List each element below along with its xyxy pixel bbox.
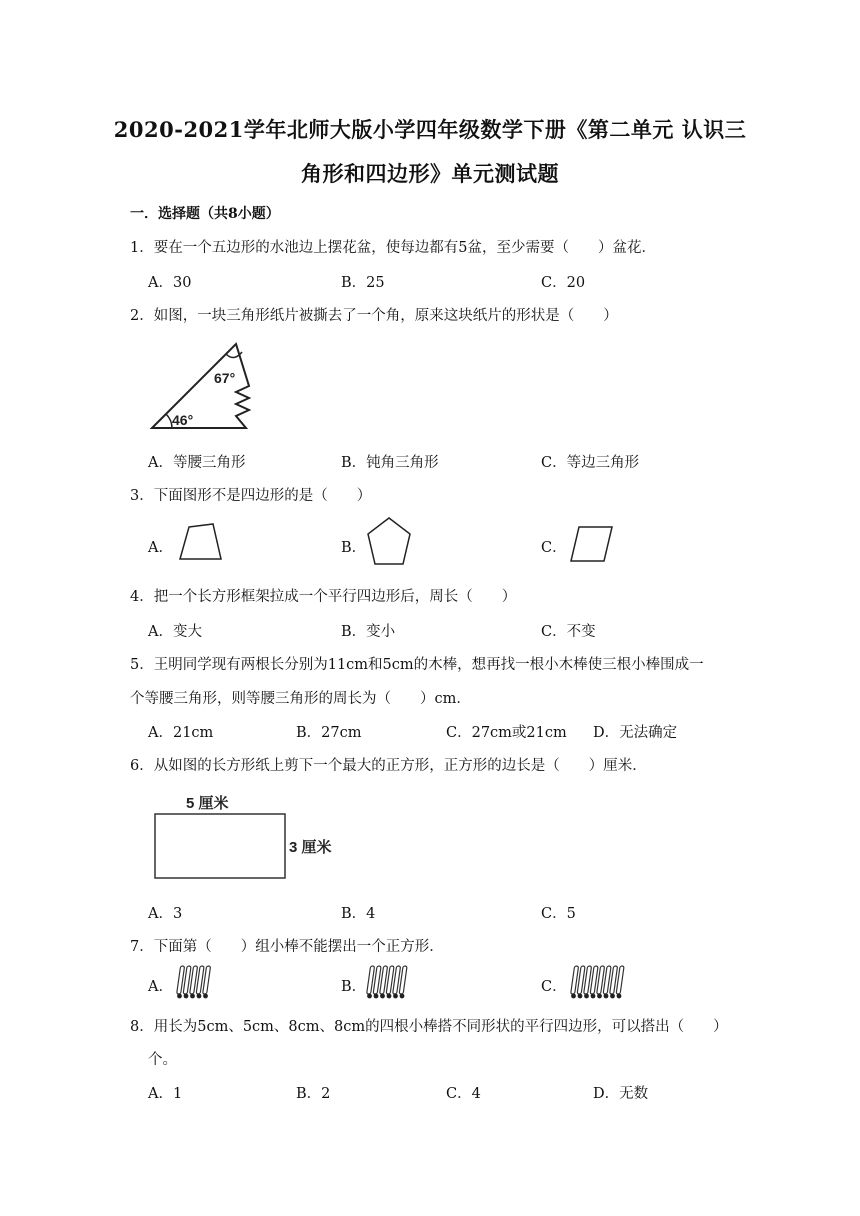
torn-triangle-figure (146, 338, 266, 434)
stick-tip (393, 994, 398, 999)
rectangle-figure (150, 788, 350, 884)
question-8-line2: 个。 (148, 1052, 177, 1068)
q6-option-b: B．4 (341, 906, 376, 922)
q1-option-c: C．20 (541, 275, 586, 291)
question-2: 2．如图，一块三角形纸片被撕去了一个角，原来这块纸片的形状是（ ） (130, 308, 618, 324)
q2-option-a: A．等腰三角形 (148, 455, 246, 471)
width-label: 5 厘米 (186, 795, 229, 812)
question-3: 3．下面图形不是四边形的是（ ） (130, 488, 372, 504)
stick-tip (367, 994, 372, 999)
page-title-line1: 2020-2021学年北师大版小学四年级数学下册《第二单元 认识三 (113, 117, 747, 142)
q7-option-c: C． (541, 979, 567, 995)
q3-option-b: B． (341, 540, 367, 556)
question-6: 6．从如图的长方形纸上剪下一个最大的正方形，正方形的边长是（ ）厘米． (130, 758, 647, 774)
angle-67-label: 67° (214, 370, 236, 386)
q8-option-d: D．无数 (593, 1086, 649, 1102)
stick-tip (184, 994, 189, 999)
q5-option-d: D．无法确定 (593, 725, 678, 741)
q8-option-a: A．1 (148, 1086, 183, 1102)
sticks-group-c (570, 963, 632, 1001)
stick-tip (604, 994, 609, 999)
stick-tip (400, 994, 405, 999)
q8-option-b: B．2 (296, 1086, 331, 1102)
stick-tip (571, 994, 576, 999)
q2-option-b: B．钝角三角形 (341, 455, 439, 471)
stick-tip (597, 994, 602, 999)
q4-option-b: B．变小 (341, 624, 396, 640)
stick-tip (387, 994, 392, 999)
height-label: 3 厘米 (289, 839, 332, 856)
stick-tip (177, 994, 182, 999)
q7-option-b: B． (341, 979, 367, 995)
q7-option-a: A． (148, 979, 173, 995)
sticks-group-a (176, 963, 216, 1001)
stick-tip (591, 994, 596, 999)
question-5-line2: 个等腰三角形，则等腰三角形的周长为（ ）cm． (130, 691, 471, 707)
q4-option-a: A．变大 (148, 624, 202, 640)
q5-option-b: B．27cm (296, 725, 362, 741)
q4-option-c: C．不变 (541, 624, 596, 640)
stick-tip (610, 994, 615, 999)
section-heading: 一．选择题（共8小题） (130, 206, 280, 222)
stick-tip (374, 994, 379, 999)
q5-option-a: A．21cm (148, 725, 214, 741)
question-1: 1．要在一个五边形的水池边上摆花盆，使每边都有5盆，至少需要（ ）盆花． (130, 240, 656, 256)
sticks-group-b (366, 963, 410, 1001)
question-4: 4．把一个长方形框架拉成一个平行四边形后，周长（ ） (130, 589, 517, 605)
pentagon-shape (365, 516, 413, 568)
q1-option-a: A．30 (148, 275, 192, 291)
quadrilateral-shape (177, 521, 225, 563)
stick-tip (197, 994, 202, 999)
stick-tip (584, 994, 589, 999)
q5-option-c: C．27cm或21cm (446, 725, 567, 741)
stick-tip (380, 994, 385, 999)
stick-tip (617, 994, 622, 999)
question-7: 7．下面第（ ）组小棒不能摆出一个正方形． (130, 939, 444, 955)
stick-tip (190, 994, 195, 999)
q6-option-a: A．3 (148, 906, 183, 922)
q1-option-b: B．25 (341, 275, 385, 291)
q2-option-c: C．等边三角形 (541, 455, 640, 471)
stick-tip (578, 994, 583, 999)
angle-46-label: 46° (172, 412, 194, 428)
q3-option-c: C． (541, 540, 567, 556)
q8-option-c: C．4 (446, 1086, 481, 1102)
question-5-line1: 5．王明同学现有两根长分别为11cm和5cm的木棒，想再找一根小木棒使三根小棒围成一 (130, 657, 704, 673)
question-8-line1: 8．用长为5cm、5cm、8cm、8cm的四根小棒搭不同形状的平行四边形，可以搭出（ ） (130, 1019, 728, 1035)
stick-tip (203, 994, 208, 999)
q6-option-c: C．5 (541, 906, 576, 922)
q3-option-a: A． (148, 540, 173, 556)
parallelogram-shape (569, 524, 615, 564)
page-title-line2: 角形和四边形》单元测试题 (301, 161, 559, 186)
